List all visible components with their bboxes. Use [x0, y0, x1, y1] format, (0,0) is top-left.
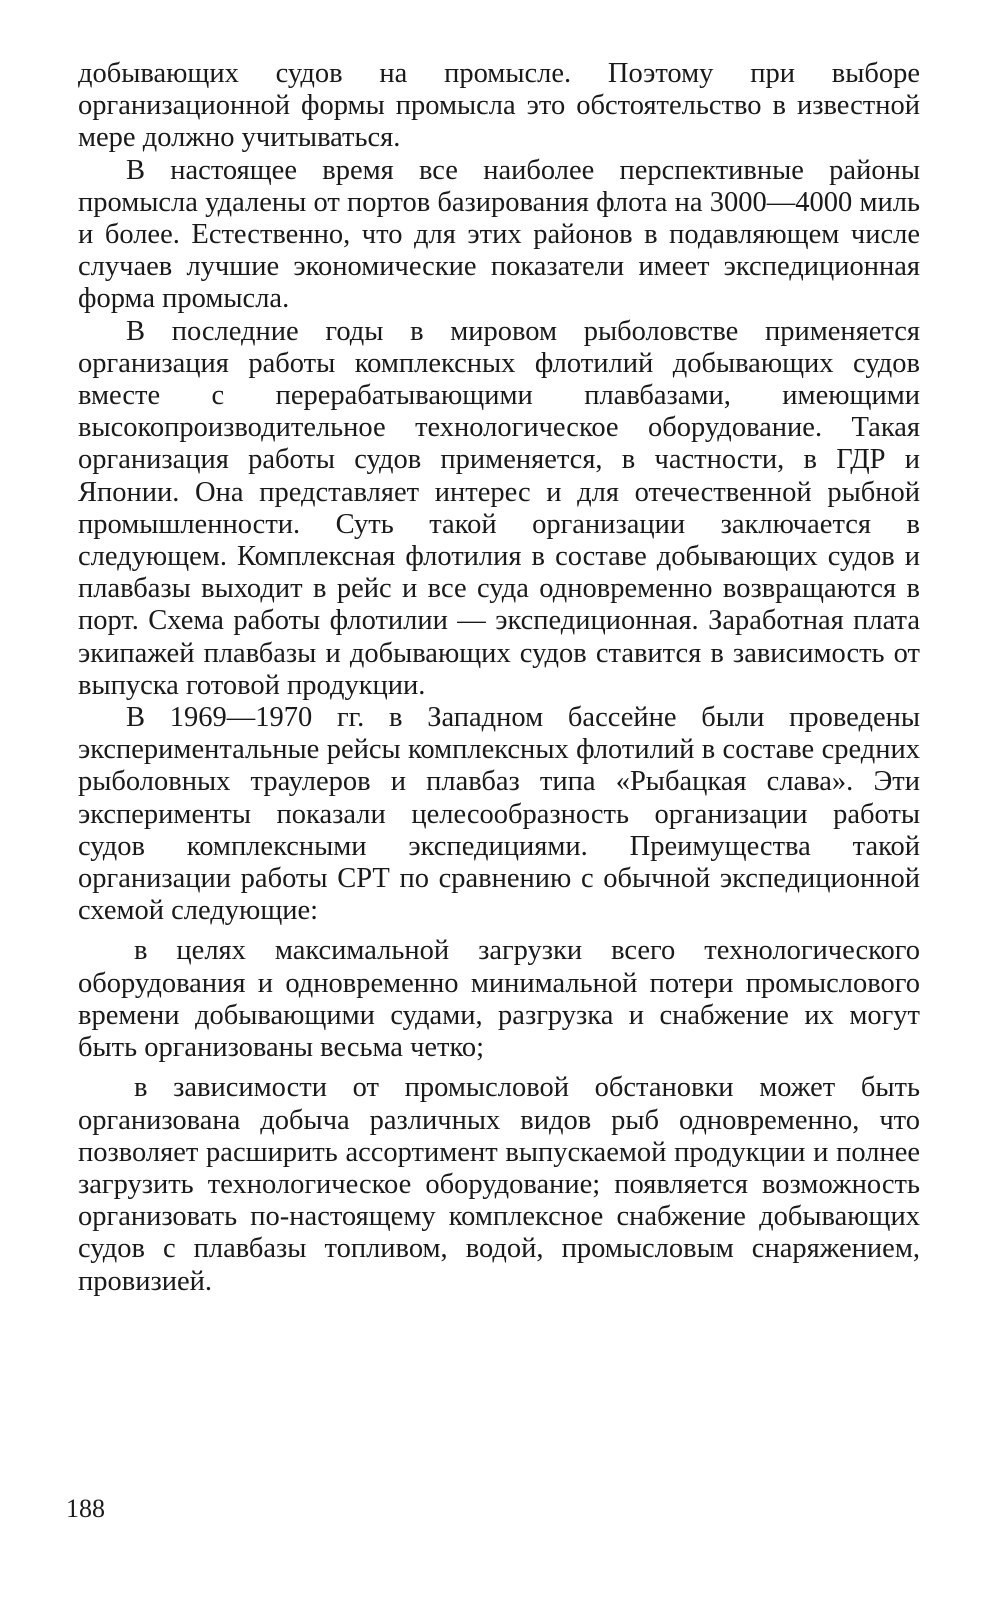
list-item-loading: в целях максимальной загрузки всего технологического оборудования и одновременно минимальной потери промыслового времени добывающими судами, разгрузка и снабжение их могут быть организованы весьма четко; [78, 935, 920, 1064]
paragraph-continuation: добывающих судов на промысле. Поэтому при выборе организационной формы промысла это обстоятельство в известной мере должно учитываться. [78, 58, 920, 154]
page-body [78, 58, 920, 1298]
paragraph-remote-regions: В настоящее время все наиболее перспективные районы промысла удалены от портов базирования флота на 3000—4000 миль и более. Естественно, что для этих районов в подавляющем числе случаев лучшие экономические показатели имеет экспедиционная форма промысла. [78, 154, 920, 315]
page-number: 188 [66, 1494, 105, 1523]
list-item-assortment: в зависимости от промысловой обстановки может быть организована добыча различных видов рыб одновременно, что позволяет расширить ассортимент выпускаемой продукции и полнее загрузить технологическое оборудование; появляется возможность организовать по-настоящему комплексное снабжение добывающих судов с плавбазы топливом, водой, промысловым снаряжением, провизией. [78, 1072, 920, 1297]
paragraph-complex-flotillas: В последние годы в мировом рыболовстве применяется организация работы комплексных флотилий добывающих судов вместе с перерабатывающими плавбазами, имеющими высокопроизводительное технологическое оборудование. Такая организация работы судов применяется, в частности, в ГДР и Японии. Она представляет интерес и для отечественной рыбной промышленности. Суть такой организации заключается в следующем. Комплексная флотилия в составе добывающих судов и плавбазы выходит в рейс и все суда одновременно возвращаются в порт. Схема работы флотилии — экспедиционная. Заработная плата экипажей плавбазы и добывающих судов ставится в зависимость от выпуска готовой продукции. [78, 315, 920, 701]
paragraph-experiments: В 1969—1970 гг. в Западном бассейне были проведены экспериментальные рейсы комплексных флотилий в составе средних рыболовных траулеров и плавбаз типа «Рыбацкая слава». Эти эксперименты показали целесообразность организации работы судов комплексными экспедициями. Преимущества такой организации работы СРТ по сравнению с обычной экспедиционной схемой следующие: [78, 702, 920, 927]
